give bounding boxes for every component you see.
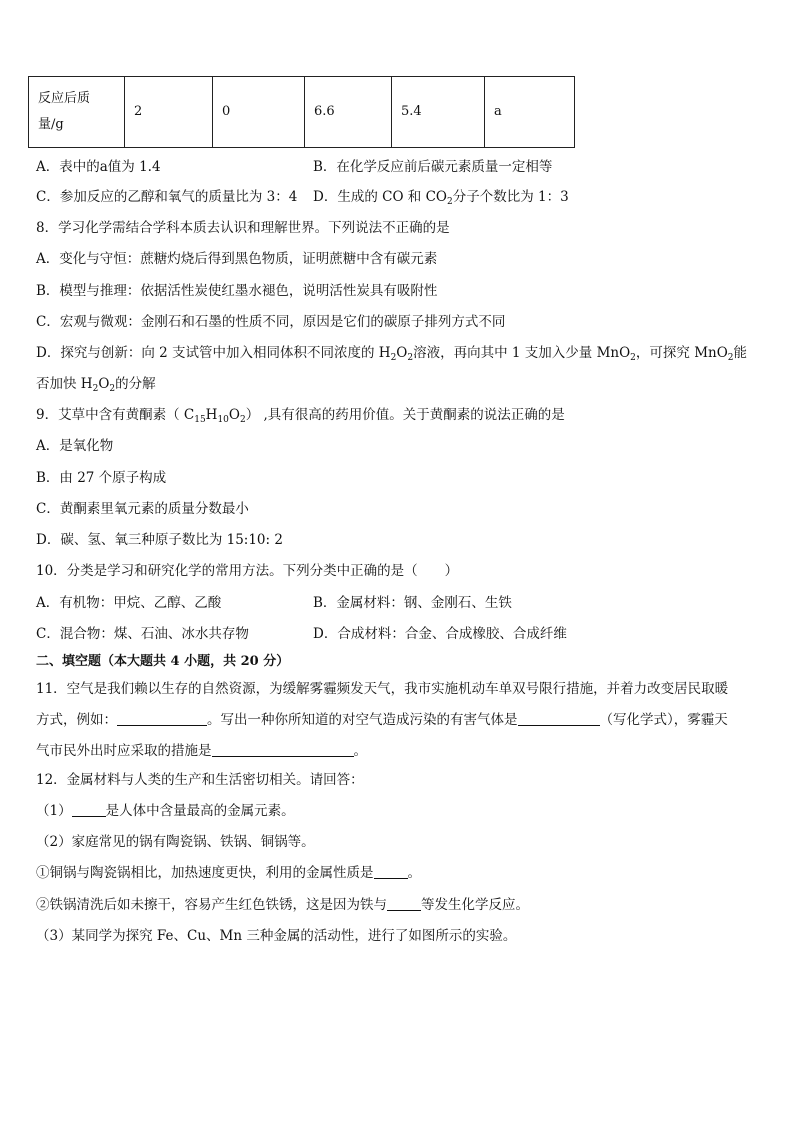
mass-table <box>28 76 575 148</box>
answer-blank[interactable] <box>212 742 354 757</box>
answer-blank[interactable] <box>518 711 600 726</box>
q8-option-c: C．宏观与微观：金刚石和石墨的性质不同，原因是它们的碳原子排列方式不同 <box>36 314 506 330</box>
q7-option-a: A．表中的a值为 1.4 <box>36 159 161 175</box>
q8-stem: 8．学习化学需结合学科本质去认识和理解世界。下列说法不正确的是 <box>36 220 450 236</box>
q8-option-d: D．探究与创新：向 2 支试管中加入相同体积不同浓度的 $H_2O_2$溶液，再向其中 1 支加入少量 MnO$_2$，可探究 MnO$_2$能 <box>36 345 748 363</box>
q7-option-c: C．参加反应的乙醇和氧气的质量比为 3：4 <box>36 189 298 205</box>
answer-blank[interactable] <box>117 711 207 726</box>
q10-option-c: C．混合物：煤、石油、冰水共存物 <box>36 626 249 642</box>
q11-line-1: 11．空气是我们赖以生存的自然资源，为缓解雾霾频发天气，我市实施机动车单双号限行措施，并着力改变居民取暖 <box>36 681 729 697</box>
q7-option-b: B．在化学反应前后碳元素质量一定相等 <box>313 159 553 175</box>
answer-blank[interactable] <box>374 864 408 879</box>
q8-option-a: A．变化与守恒：蔗糖灼烧后得到黑色物质，证明蔗糖中含有碳元素 <box>36 251 438 267</box>
answer-blank[interactable] <box>387 896 421 911</box>
q11-line-3: 气市民外出时应采取的措施是 。 <box>36 743 367 759</box>
q12-part-1: （1） 是人体中含量最高的金属元素。 <box>36 803 295 819</box>
q9-option-a: A．是氧化物 <box>36 438 114 454</box>
q12-part-3: （3）某同学为探究 Fe、Cu、Mn 三种金属的活动性，进行了如图所示的实验。 <box>36 928 517 944</box>
q12-part-2-1: ①铜锅与陶瓷锅相比，加热速度更快，利用的金属性质是 。 <box>36 865 421 881</box>
q11-line-2: 方式，例如： 。写出一种你所知道的对空气造成污染的有害气体是 （写化学式），雾霾天 <box>36 712 728 728</box>
q12-part-2: （2）家庭常见的锅有陶瓷锅、铁锅、铜锅等。 <box>36 834 315 850</box>
table-cell: 0 <box>213 77 305 148</box>
q7-option-d: D．生成的 CO 和 $CO_2$分子个数比为 1：3 <box>313 189 569 207</box>
table-row-label: 反应后质量/g <box>29 77 125 148</box>
q9-option-b: B．由 27 个原子构成 <box>36 470 167 486</box>
q8-option-b: B．模型与推理：依据活性炭使红墨水褪色，说明活性炭具有吸附性 <box>36 283 438 299</box>
answer-blank[interactable] <box>72 802 106 817</box>
q9-option-c: C．黄酮素里氧元素的质量分数最小 <box>36 501 249 517</box>
q9-option-d: D．碳、氢、氧三种原子数比为 15:10: 2 <box>36 532 283 548</box>
table-row <box>29 77 575 148</box>
q10-option-a: A．有机物：甲烷、乙醇、乙酸 <box>36 595 222 611</box>
q10-option-d: D．合成材料：合金、合成橡胶、合成纤维 <box>313 626 567 642</box>
q8-option-d-cont: 否加快 $H_2O_2$的分解 <box>36 376 156 394</box>
q9-stem: 9．艾草中含有黄酮素（ $C_{15}H_{10}O_2$） ,具有很高的药用价值。关于黄酮素的说法正确的是 <box>36 407 565 425</box>
table-cell: 6.6 <box>305 77 392 148</box>
section-heading: 二、填空题（本大题共 4 小题，共 20 分） <box>36 654 290 669</box>
q10-option-b: B．金属材料：钢、金刚石、生铁 <box>313 595 512 611</box>
q12-stem: 12．金属材料与人类的生产和生活密切相关。请回答： <box>36 772 364 788</box>
table-cell: 5.4 <box>392 77 485 148</box>
q12-part-2-2: ②铁锅清洗后如未擦干，容易产生红色铁锈，这是因为铁与 等发生化学反应。 <box>36 897 529 913</box>
table-cell: 2 <box>125 77 213 148</box>
q10-stem: 10．分类是学习和研究化学的常用方法。下列分类中正确的是（ ） <box>36 563 459 579</box>
table-cell: a <box>485 77 575 148</box>
